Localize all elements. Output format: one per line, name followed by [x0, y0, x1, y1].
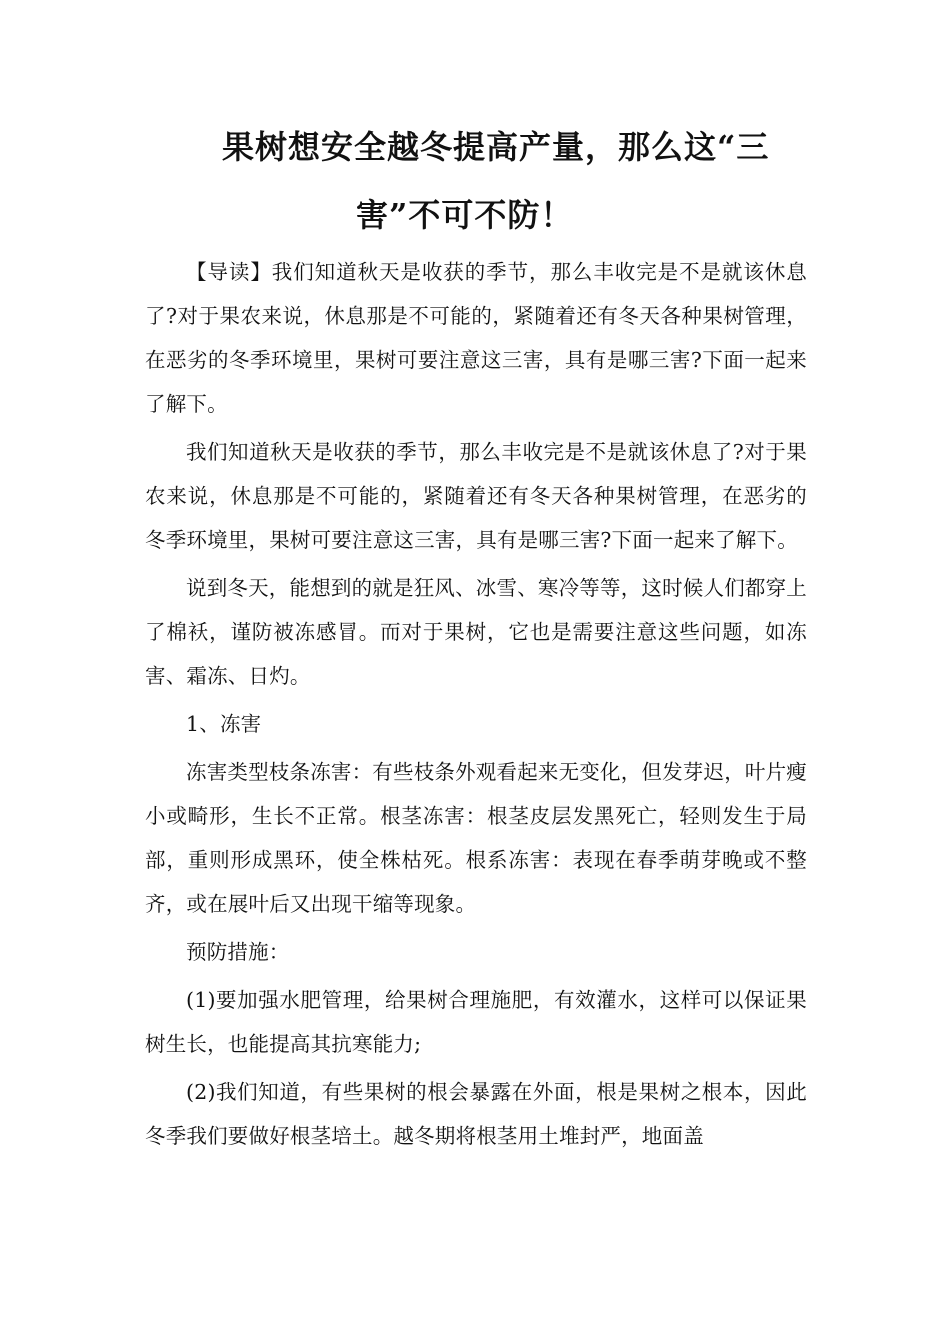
paragraph-winter: 说到冬天，能想到的就是狂风、冰雪、寒冷等等，这时候人们都穿上了棉袄，谨防被冻感冒。而对于果树，它也是需要注意这些问题，如冻害、霜冻、日灼。	[145, 576, 807, 688]
paragraph-prevention-2: (2)我们知道，有些果树的根会暴露在外面，根是果树之根本，因此冬季我们要做好根茎培土。越冬期将根茎用土堆封严，地面盖	[145, 1080, 807, 1148]
section-heading-frost-damage: 1、冻害	[186, 712, 262, 736]
paragraph-frost-types: 冻害类型枝条冻害：有些枝条外观看起来无变化，但发芽迟，叶片瘦小或畸形，生长不正常。根茎冻害：根茎皮层发黑死亡，轻则发生于局部，重则形成黑环，使全株枯死。根系冻害：表现在春季萌芽晚或不整齐，或在展叶后又出现干缩等现象。	[145, 760, 807, 916]
document-body	[145, 250, 807, 1162]
paragraph-intro: 【导读】我们知道秋天是收获的季节，那么丰收完是不是就该休息了?对于果农来说，休息那是不可能的，紧随着还有冬天各种果树管理，在恶劣的冬季环境里，果树可要注意这三害，具有是哪三害?下面一起来了解下。	[145, 260, 807, 416]
paragraph-prevention-heading: 预防措施：	[186, 940, 290, 964]
paragraph-prevention-1: (1)要加强水肥管理，给果树合理施肥，有效灌水，这样可以保证果树生长，也能提高其抗寒能力;	[145, 988, 807, 1056]
document-title-line-1: 果树想安全越冬提高产量，那么这“三	[222, 128, 770, 166]
paragraph-repeat-intro: 我们知道秋天是收获的季节，那么丰收完是不是就该休息了?对于果农来说，休息那是不可能的，紧随着还有冬天各种果树管理，在恶劣的冬季环境里，果树可要注意这三害，具有是哪三害?下面一起来了解下。	[145, 440, 807, 552]
document-title-line-2: 害”不可不防！	[356, 196, 574, 234]
